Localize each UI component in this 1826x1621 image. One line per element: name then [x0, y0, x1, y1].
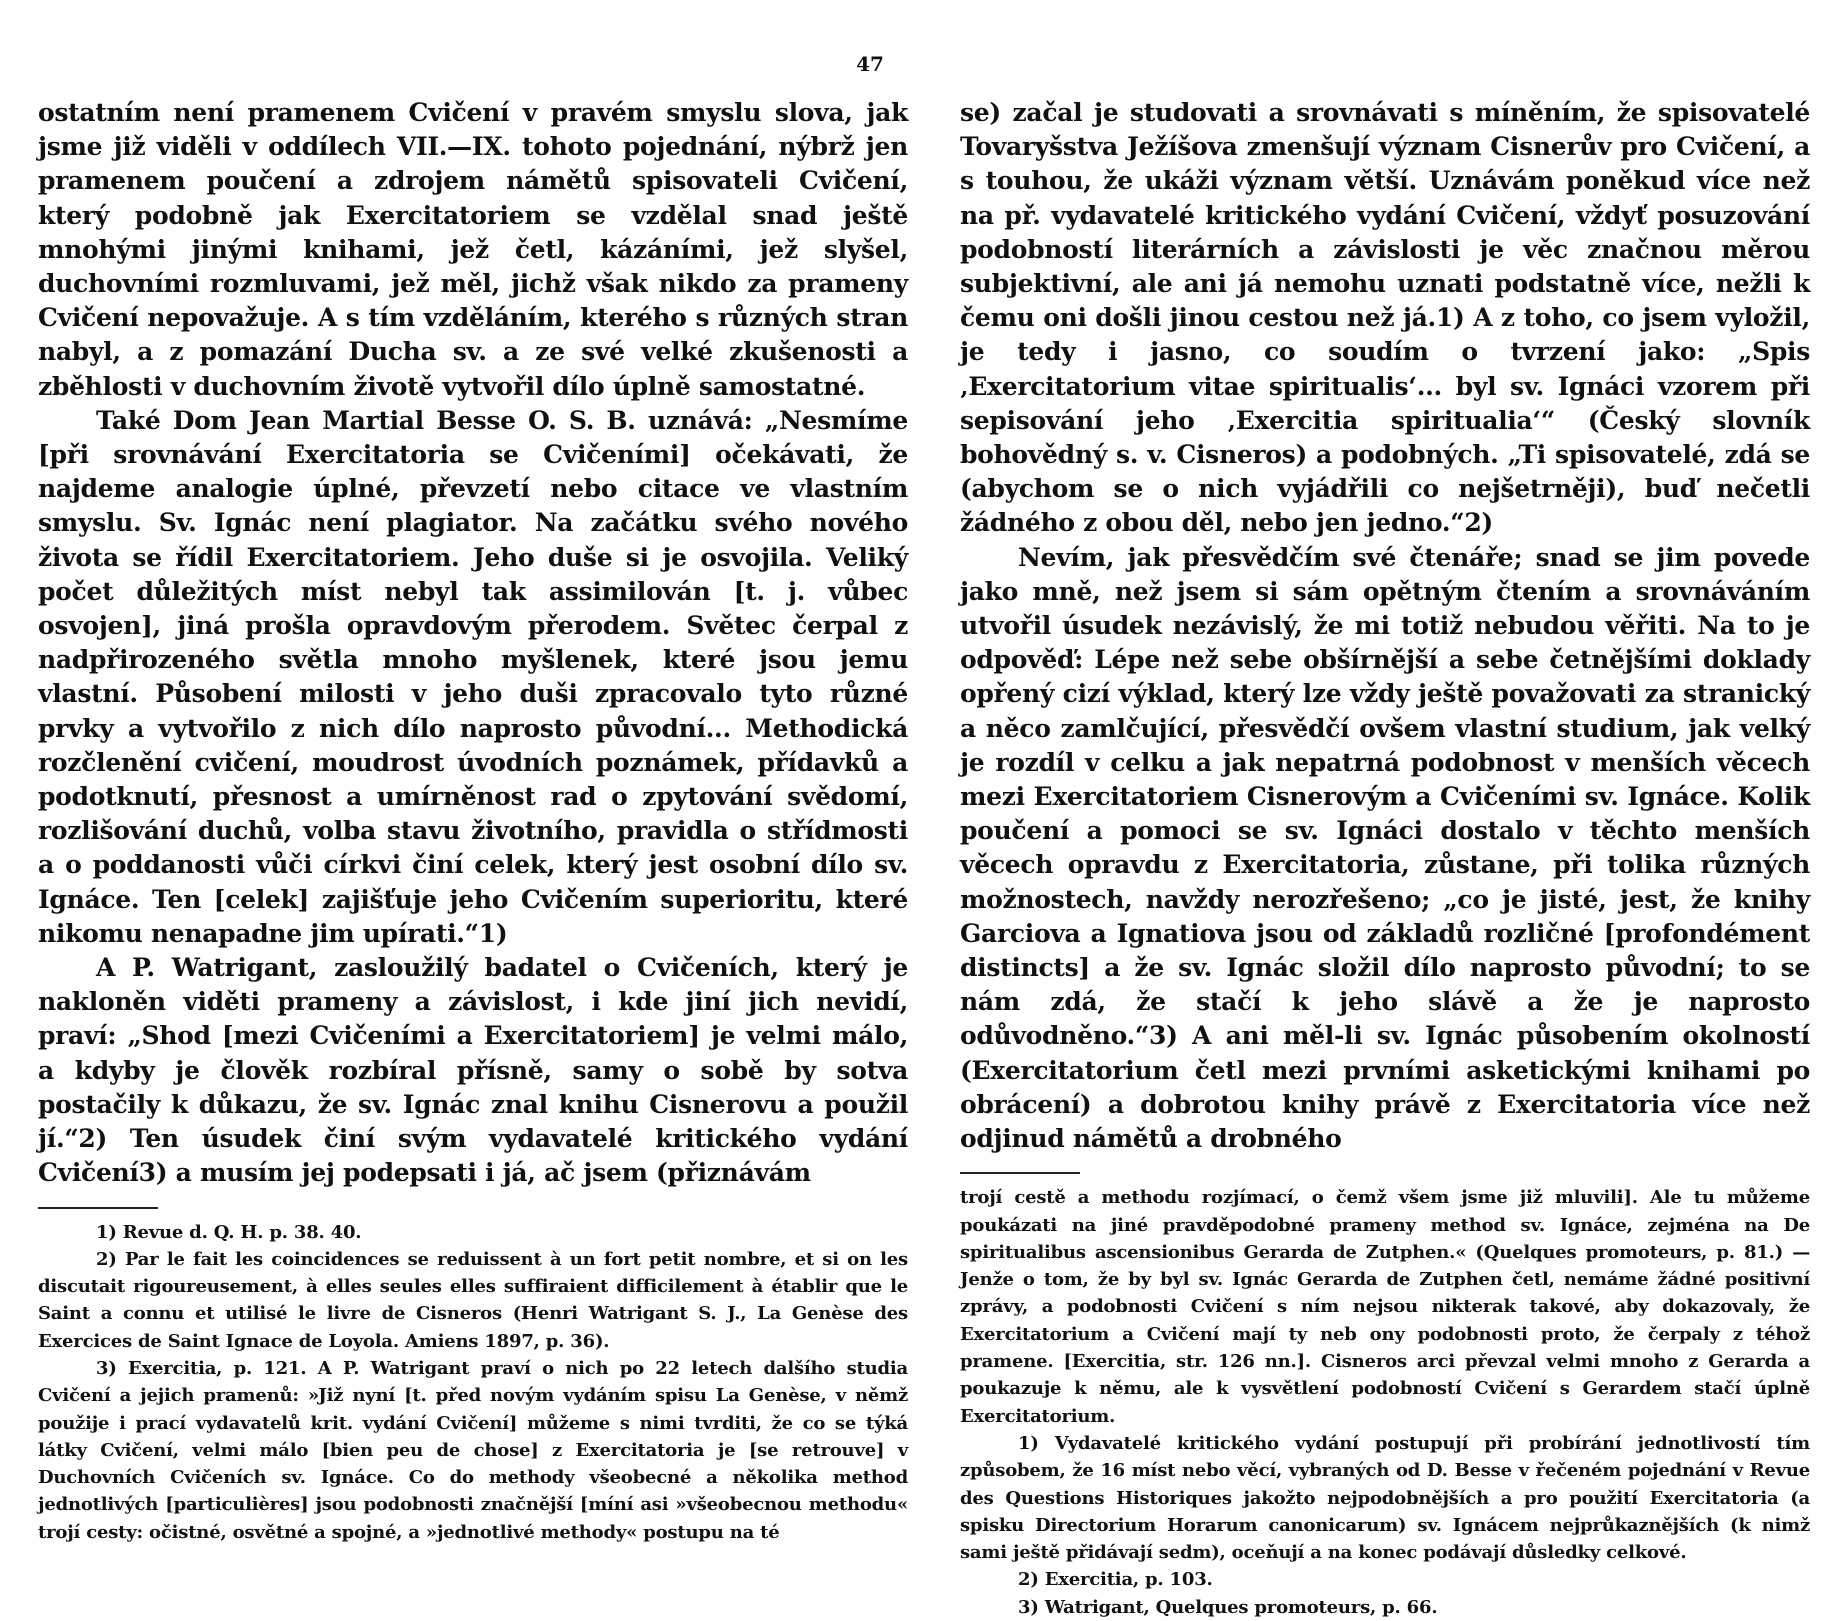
page-number: 47	[856, 52, 884, 76]
left-footnote-1: 1) Revue d. Q. H. p. 38. 40.	[96, 1221, 362, 1243]
left-column	[38, 96, 908, 1546]
left-paragraph-2: Také Dom Jean Martial Besse O. S. B. uznává: „Nesmíme [při srovnávání Exercitatoria se Cvičeními] očekávati, že najdeme analogie úplné, převzetí nebo citace ve vlastním smyslu. Sv. Ignác není plagiator. Na začátku svého nového života se řídil Exercitatoriem. Jeho duše si je osvojila. Veliký počet důležitých míst nebyl tak assimilován [t. j. vůbec osvojen], jiná prošla opravdovým přerodem. Světec čerpal z nadpřirozeného světla mnoho myšlenek, které jsou jemu vlastní. Působení milosti v jeho duši zpracovalo tyto různé prvky a vytvořilo z nich dílo naprosto původní... Methodická rozčlenění cvičení, moudrost úvodních poznámek, přídavků a podotknutí, přesnost a umírněnost rad o zpytování svědomí, rozlišování duchů, volba stavu životního, pravidla o střídmosti a o poddanosti vůči církvi činí celek, který jest osobní dílo sv. Ignáce. Ten [celek] zajišťuje jeho Cvičením superioritu, které nikomu nenapadne jim upírati.“1)	[38, 405, 908, 948]
left-paragraph-3: A P. Watrigant, zasloužilý badatel o Cvičeních, který je nakloněn viděti prameny a závislost, i kde jiní jich nevidí, praví: „Shod [mezi Cvičeními a Exercitatoriem] je velmi málo, a kdyby je člověk rozbíral přísně, samy o sobě by sotva postačily k důkazu, že sv. Ignác znal knihu Cisnerovu a použil jí.“2) Ten úsudek činí svým vydavatelé kritického vydání Cvičení3) a musím jej podepsati i já, ač jsem (přiznávám	[38, 953, 908, 1188]
right-footnote-2: 2) Exercitia, p. 103.	[1018, 1569, 1213, 1591]
left-main-text	[38, 96, 908, 1191]
left-footnote-3: 3) Exercitia, p. 121. A P. Watrigant praví o nich po 22 letech dalšího studia Cvičení a jejich pramenů: »Již nyní [t. před novým vydáním spisu La Genèse, v němž použije i prací vydavatelů krit. vydání Cvičení] můžeme s nimi tvrditi, že co se týká látky Cvičení, velmi málo [bien peu de chose] z Exercitatoria je [se retrouve] v Duchovních Cvičeních sv. Ignáce. Co do methody všeobecné a několika method jednotlivých [particulières] jsou podobnosti značnější [míní asi »všeobecnou methodu« trojí cesty: očistné, osvětné a spojné, a »jednotlivé methody« postupu na té	[38, 1357, 908, 1543]
right-footnote-divider	[960, 1172, 1080, 1174]
right-paragraph-2: Nevím, jak přesvědčím své čtenáře; snad se jim povede jako mně, než jsem si sám opětným čtením a srovnáváním utvořil úsudek nezávislý, že mi totiž nebudou věřiti. Na to je odpověď: Lépe než sebe obšírnější a sebe četnějšími doklady opřený cizí výklad, který lze vždy ještě považovati za stranický a něco zamlčující, přesvědčí ovšem vlastní studium, jak velký je rozdíl v celku a jak nepatrná podobnost v menších věcech mezi Exercitatoriem Cisnerovým a Cvičeními sv. Ignáce. Kolik poučení a pomoci se sv. Ignáci dostalo v těchto menších věcech opravdu z Exercitatoria, zůstane, při tolika různých možnostech, navždy nerozřešeno; „co je jisté, jest, že knihy Garciova a Ignatiova jsou od základů rozličné [profondément distincts] a že sv. Ignác složil dílo naprosto původní; to se nám zdá, že stačí k jeho slávě a že je naprosto odůvodněno.“3) A ani měl-li sv. Ignác působením okolností (Exercitatorium četl mezi prvními asketickými knihami po obrácení) a dobrotou knihy právě z Exercitatoria více než odjinud námětů a drobného	[960, 542, 1810, 1154]
right-footnotes	[960, 1184, 1810, 1621]
left-footnotes	[38, 1219, 908, 1547]
right-footnote-1: 1) Vydavatelé kritického vydání postupují při probírání jednotlivostí tím způsobem, že 16 míst nebo věcí, vybraných od D. Besse v řečeném pojednání v Revue des Questions Historiques jakožto nejpodobnějších a pro použití Exercitatoria (a spisku Directorium Horarum canonicarum) sv. Ignácem nejprůkaznějších (k nimž sami ještě přidávají sedm), oceňují a na konec podávají důsledky celkové.	[960, 1432, 1810, 1564]
right-main-text	[960, 96, 1810, 1156]
right-column	[960, 96, 1810, 1621]
left-paragraph-1: ostatním není pramenem Cvičení v pravém smyslu slova, jak jsme již viděli v oddílech VII.—IX. tohoto pojednání, nýbrž jen pramenem poučení a zdrojem námětů spisovateli Cvičení, který podobně jak Exercitatoriem se vzdělal snad ještě mnohými jinými knihami, jež četl, kázáními, jež slyšel, duchovními rozmluvami, jež měl, jichž však nikdo za prameny Cvičení nepovažuje. A s tím vzděláním, kterého s různých stran nabyl, a z pomazání Ducha sv. a ze své velké zkušenosti a zběhlosti v duchovním životě vytvořil dílo úplně samostatné.	[38, 98, 908, 401]
right-footnote-3: 3) Watrigant, Quelques promoteurs, p. 66.	[1018, 1596, 1438, 1618]
left-footnote-2: 2) Par le fait les coincidences se reduissent à un fort petit nombre, et si on les discutait rigoureusement, à elles seules elles suffiraient difficilement à établir que le Saint a connu et utilisé le livre de Cisneros (Henri Watrigant S. J., La Genèse des Exercices de Saint Ignace de Loyola. Amiens 1897, p. 36).	[38, 1248, 908, 1352]
left-footnote-divider	[38, 1207, 158, 1209]
right-paragraph-1: se) začal je studovati a srovnávati s míněním, že spisovatelé Tovaryšstva Ježíšova zmenšují význam Cisnerův pro Cvičení, a s touhou, že ukáži význam větší. Uznávám poněkud více než na př. vydavatelé kritického vydání Cvičení, vždyť posuzování podobností literárních a závislosti je věc značnou měrou subjektivní, ale ani já nemohu uznati podstatně více, nežli k čemu oni došli jinou cestou než já.1) A z toho, co jsem vyložil, je tedy i jasno, co soudím o tvrzení jako: „Spis ‚Exercitatorium vitae spiritualis‘... byl sv. Ignáci vzorem při sepisování jeho ‚Exercitia spiritualia‘“ (Český slovník bohovědný s. v. Cisneros) a podobných. „Ti spisovatelé, zdá se (abychom se o nich vyjádřili co nejšetrněji), buď nečetli žádného z obou děl, nebo jen jedno.“2)	[960, 98, 1810, 538]
right-footnote-continuation: trojí cestě a methodu rozjímací, o čemž všem jsme již mluvili]. Ale tu můžeme poukázati na jiné pravděpodobné prameny method sv. Ignáce, zejména na De spiritualibus ascensionibus Gerarda de Zutphen.« (Quelques promoteurs, p. 81.) — Jenže o tom, že by byl sv. Ignác Gerarda de Zutphen četl, nemáme žádné positivní zprávy, a podobnosti Cvičení s ním nejsou nikterak takové, aby dokazovaly, že Exercitatorium a Cvičení mají ty neb ony podobnosti proto, že čerpaly z téhož pramene. [Exercitia, str. 126 nn.]. Cisneros arci převzal velmi mnoho z Gerarda a poukazuje k němu, ale k vysvětlení podobností Cvičení s Gerardem stačí úplně Exercitatorium.	[960, 1187, 1810, 1427]
